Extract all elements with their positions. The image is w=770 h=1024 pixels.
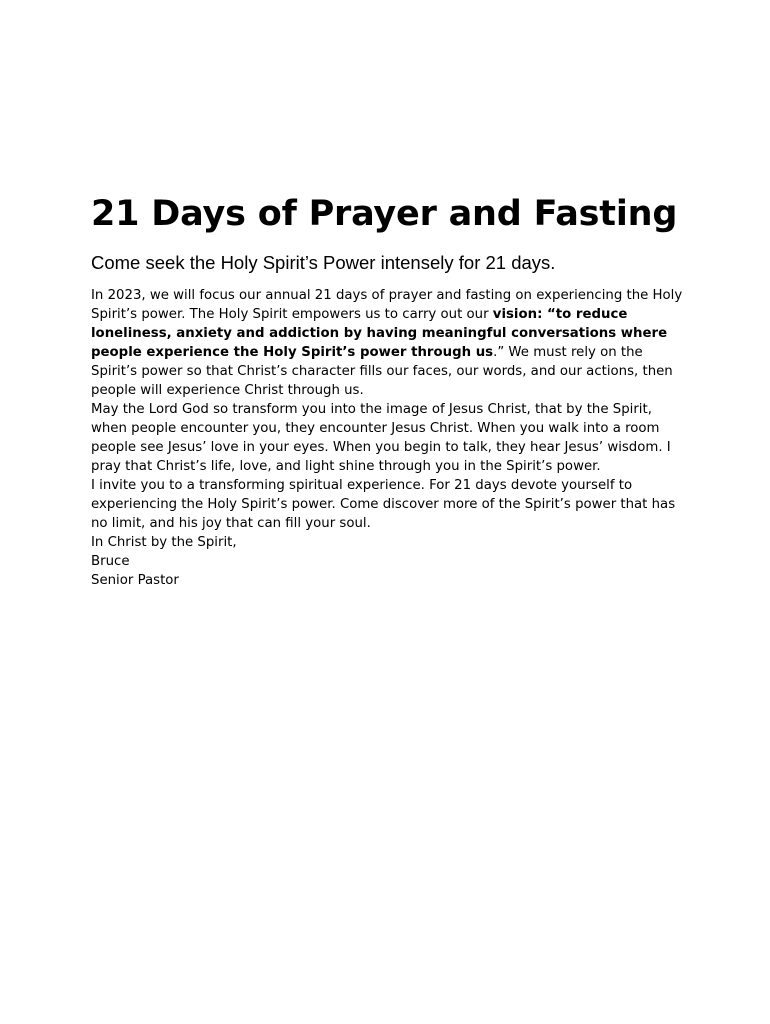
vision-statement: vision: “to reduce loneliness, anxiety and addiction by having meaningful conversations where people experience the Holy Spirit’s power through us [91, 307, 668, 360]
page-subtitle: Come seek the Holy Spirit’s Power intensely for 21 days. [91, 252, 556, 273]
paragraph-vision-intro: In 2023, we will focus our annual 21 days of prayer and fasting on experiencing the Holy Spirit’s power. The Holy Spirit empowers us to carry out our [91, 288, 683, 322]
document-page [91, 193, 683, 590]
paragraph-vision-outro: .” We must rely on the Spirit’s power so that Christ’s character fills our faces, our words, and our actions, then people will experience Christ through us. [91, 345, 673, 398]
signature-name: Bruce [91, 554, 130, 569]
paragraph-invite: I invite you to a transforming spiritual experience. For 21 days devote yourself to experiencing the Holy Spirit’s power. Come discover more of the Spirit’s power that has no limit, and his joy that can fill your soul. [91, 478, 676, 531]
signature-title: Senior Pastor [91, 573, 179, 588]
closing-line: In Christ by the Spirit, [91, 535, 237, 550]
paragraph-transform: May the Lord God so transform you into the image of Jesus Christ, that by the Spirit, when people encounter you, they encounter Jesus Christ. When you walk into a room people see Jesus’ love in your eyes. When you begin to talk, they hear Jesus’ wisdom. I pray that Christ’s life, love, and light shine through you in the Spirit’s power. [91, 402, 671, 474]
letter-body [91, 286, 683, 590]
paragraph-vision [91, 286, 683, 400]
page-title: 21 Days of Prayer and Fasting [91, 194, 678, 234]
